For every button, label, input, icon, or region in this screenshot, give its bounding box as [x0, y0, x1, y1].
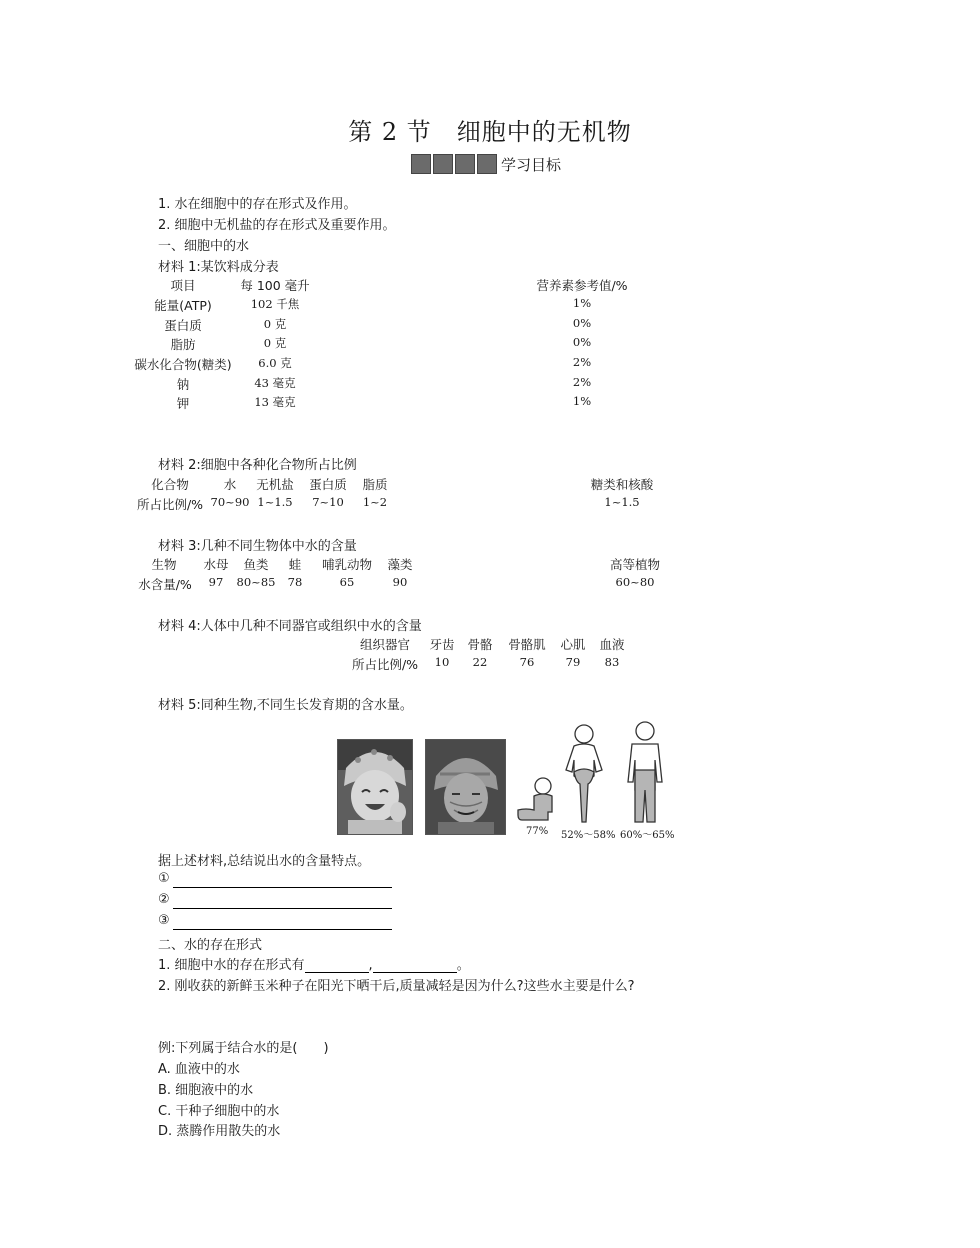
m1-header-item: 项目 — [170, 278, 196, 293]
question-1-sep: , — [368, 958, 373, 973]
m3-value: 60~80 — [615, 575, 655, 589]
blank-1[interactable] — [305, 958, 369, 973]
blank-2[interactable] — [373, 958, 457, 973]
m1-nrv: 0% — [572, 316, 592, 330]
material-3-title: 材料 3:几种不同生物体中水的含量 — [158, 539, 357, 554]
question-2: 2. 刚收获的新鲜玉米种子在阳光下晒干后,质量减轻是因为什么?这些水主要是什么? — [158, 979, 635, 994]
answer-line-3[interactable] — [173, 915, 392, 930]
learning-goals-banner — [411, 153, 561, 175]
summary-prompt: 据上述材料,总结说出水的含量特点。 — [158, 854, 371, 869]
m2-value: 1~1.5 — [604, 495, 640, 509]
m2-header: 化合物 — [151, 477, 189, 492]
question-1-text: 1. 细胞中水的存在形式有 — [158, 958, 305, 973]
m2-header: 糖类和核酸 — [590, 477, 654, 492]
answer-mark-2: ② — [158, 892, 170, 907]
m3-value: 78 — [287, 575, 303, 589]
answer-mark-3: ③ — [158, 913, 170, 928]
page-title: 第 2 节 细胞中的无机物 — [348, 118, 632, 146]
m3-value: 97 — [208, 575, 224, 589]
m1-amount: 102 千焦 — [250, 297, 300, 311]
m1-item: 蛋白质 — [164, 318, 202, 333]
m3-header: 高等植物 — [609, 557, 660, 572]
option-b[interactable]: B. 细胞液中的水 — [158, 1083, 254, 1098]
banner-label: 学习目标 — [501, 155, 562, 174]
m1-amount: 13 毫克 — [254, 395, 296, 409]
m2-header: 水 — [223, 477, 237, 492]
toddler-figure — [518, 778, 552, 820]
m4-header: 心肌 — [560, 637, 586, 652]
option-c[interactable]: C. 干种子细胞中的水 — [158, 1104, 280, 1119]
m2-value: 70~90 — [210, 495, 250, 509]
label-child: 52%～58% — [561, 830, 616, 841]
example-stem: 例:下列属于结合水的是( ) — [158, 1041, 329, 1056]
m1-amount: 0 克 — [263, 336, 287, 350]
m4-value: 22 — [472, 655, 488, 669]
answer-line-1[interactable] — [173, 873, 392, 888]
m1-nrv: 2% — [572, 375, 592, 389]
m2-row-label: 所占比例/% — [136, 497, 204, 512]
m4-value: 83 — [604, 655, 620, 669]
m1-amount: 43 毫克 — [254, 376, 296, 390]
m4-value: 76 — [519, 655, 535, 669]
m4-header: 血液 — [599, 637, 625, 652]
m4-row-label: 所占比例/% — [351, 657, 419, 672]
material-4-title: 材料 4:人体中几种不同器官或组织中水的含量 — [158, 619, 422, 634]
m3-header: 哺乳动物 — [321, 557, 372, 572]
banner-block — [433, 154, 453, 174]
growth-stage-figures — [512, 720, 672, 828]
m2-header: 无机盐 — [256, 477, 294, 492]
objective-1: 1. 水在细胞中的存在形式及作用。 — [158, 197, 357, 212]
m2-value: 1~1.5 — [257, 495, 293, 509]
label-toddler: 77% — [526, 826, 549, 837]
m1-item: 钠 — [176, 377, 190, 392]
m1-item: 碳水化合物(糖类) — [134, 357, 232, 372]
banner-block — [477, 154, 497, 174]
objective-2: 2. 细胞中无机盐的存在形式及重要作用。 — [158, 218, 396, 233]
m4-header: 牙齿 — [429, 637, 455, 652]
option-a[interactable]: A. 血液中的水 — [158, 1062, 240, 1077]
section-heading-1: 一、细胞中的水 — [158, 239, 250, 254]
question-1 — [158, 954, 470, 973]
m3-header: 生物 — [151, 557, 177, 572]
answer-line-2[interactable] — [173, 894, 392, 909]
m4-value: 10 — [434, 655, 450, 669]
m3-value: 90 — [392, 575, 408, 589]
m1-nrv: 1% — [572, 394, 592, 408]
baby-photo — [337, 739, 413, 835]
question-1-end: 。 — [456, 958, 470, 973]
m4-header: 骨骼肌 — [508, 637, 546, 652]
banner-block — [455, 154, 475, 174]
m2-header: 蛋白质 — [309, 477, 347, 492]
m3-header: 藻类 — [387, 557, 413, 572]
material-2-title: 材料 2:细胞中各种化合物所占比例 — [158, 458, 357, 473]
m1-nrv: 0% — [572, 335, 592, 349]
m2-value: 7~10 — [312, 495, 344, 509]
m2-value: 1~2 — [362, 495, 388, 509]
elder-photo — [425, 739, 506, 835]
m3-header: 蛙 — [288, 557, 302, 572]
m1-amount: 6.0 克 — [258, 356, 292, 370]
section-heading-2: 二、水的存在形式 — [158, 938, 263, 953]
banner-block — [411, 154, 431, 174]
m4-header: 组织器官 — [359, 637, 410, 652]
m3-value: 65 — [339, 575, 355, 589]
m1-item: 钾 — [176, 396, 190, 411]
child-figure — [566, 725, 602, 822]
m3-value: 80~85 — [236, 575, 276, 589]
m4-value: 79 — [565, 655, 581, 669]
adult-figure — [628, 722, 662, 822]
m1-header-per100: 每 100 毫升 — [240, 278, 310, 293]
m1-amount: 0 克 — [263, 317, 287, 331]
m1-item: 脂肪 — [170, 337, 196, 352]
m3-header: 鱼类 — [243, 557, 269, 572]
m4-header: 骨骼 — [467, 637, 493, 652]
label-adult: 60%～65% — [620, 830, 675, 841]
material-5-title: 材料 5:同种生物,不同生长发育期的含水量。 — [158, 698, 413, 713]
m3-header: 水母 — [203, 557, 229, 572]
m1-item: 能量(ATP) — [154, 298, 212, 313]
option-d[interactable]: D. 蒸腾作用散失的水 — [158, 1124, 281, 1139]
m1-nrv: 1% — [572, 296, 592, 310]
answer-mark-1: ① — [158, 871, 170, 886]
m1-nrv: 2% — [572, 355, 592, 369]
m2-header: 脂质 — [362, 477, 388, 492]
material-1-title: 材料 1:某饮料成分表 — [158, 260, 279, 275]
m1-header-nrv: 营养素参考值/% — [536, 278, 628, 293]
m3-row-label: 水含量/% — [138, 577, 192, 592]
